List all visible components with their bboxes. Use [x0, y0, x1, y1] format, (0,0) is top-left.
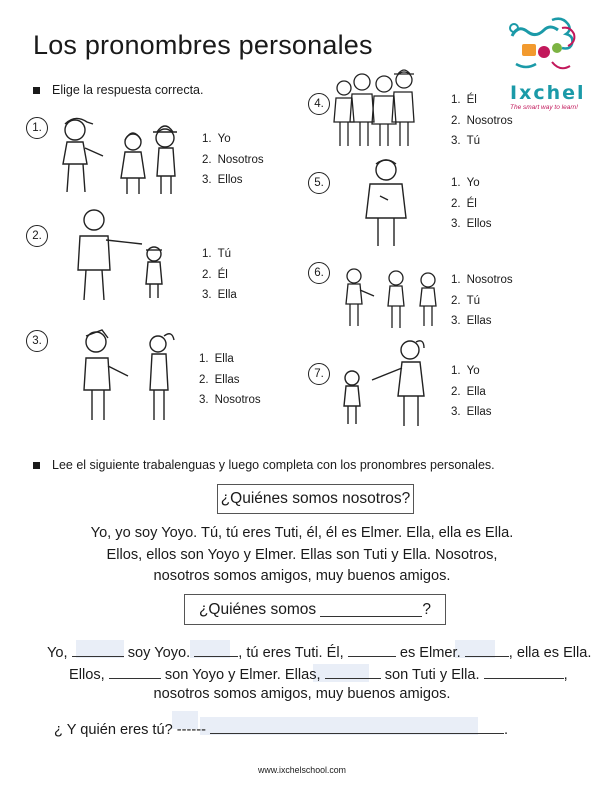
- option-2[interactable]: 2. Él: [202, 268, 228, 281]
- illustration-boy-pointing-at-couple: [55, 112, 195, 202]
- option-2[interactable]: 2. Tú: [451, 294, 481, 307]
- question-number-3: 3.: [26, 330, 48, 352]
- question-line: ¿ Y quién eres tú? ------ .: [54, 722, 509, 738]
- heading-box-1: ¿Quiénes somos nosotros?: [217, 484, 414, 514]
- illustration-man-pointing-at-boy: [72, 206, 182, 306]
- options-q3: [199, 349, 261, 411]
- option-3[interactable]: 3. Ellas: [451, 315, 492, 327]
- question-number-7: 7.: [308, 363, 330, 385]
- option-3[interactable]: 3. Tú: [451, 135, 481, 147]
- instruction-choose: [33, 83, 203, 97]
- question-number-5: 5.: [308, 172, 330, 194]
- blank-quien-eres[interactable]: [210, 720, 504, 734]
- paragraph-line: Yo, yo soy Yoyo. Tú, tú eres Tuti, él, él es Elmer. Ella, ella es Ella.: [90, 525, 514, 541]
- box2-end: ?: [422, 600, 432, 618]
- option-3[interactable]: 3. Nosotros: [199, 394, 261, 406]
- blank-ellos[interactable]: [109, 665, 161, 679]
- options-q6: [451, 270, 513, 332]
- question-number-1: 1.: [26, 117, 48, 139]
- option-3[interactable]: 3. Ella: [202, 289, 237, 301]
- blank-yo[interactable]: [72, 643, 124, 657]
- blank-ella[interactable]: [465, 643, 509, 657]
- instruction-text: Elige la respuesta correcta.: [52, 83, 204, 97]
- option-2[interactable]: 2. Nosotros: [451, 114, 513, 127]
- instruction-text: Lee el siguiente trabalenguas y luego completa con los pronombres personales.: [52, 458, 495, 472]
- paragraph-line: nosotros somos amigos, muy buenos amigos.: [153, 568, 451, 584]
- illustration-boy-pointing-at-girl: [80, 326, 180, 426]
- tongue-twister-paragraph: [30, 523, 574, 588]
- illustration-boy-pointing-at-self: [360, 156, 416, 250]
- option-1[interactable]: 1. Yo: [451, 365, 480, 377]
- option-2[interactable]: 2. Ella: [451, 385, 486, 398]
- box2-blank[interactable]: [320, 602, 422, 617]
- paragraph-line: Ellos, ellos son Yoyo y Elmer. Ellas son Tuti y Ella. Nosotros,: [106, 546, 498, 563]
- fill-line-3: nosotros somos amigos, muy buenos amigos.: [153, 686, 451, 702]
- logo-wordmark: Ixchel: [510, 82, 586, 104]
- blank-el[interactable]: [348, 643, 396, 657]
- option-2[interactable]: 2. Nosotros: [202, 153, 264, 166]
- option-2[interactable]: 2. Ellas: [199, 373, 240, 386]
- logo-tagline: The smart way to learn!: [510, 104, 578, 111]
- fill-line-1: Yo, soy Yoyo. , tú eres Tuti. Él, es Elmer. , ella es Ella.: [47, 645, 592, 661]
- question-number-6: 6.: [308, 262, 330, 284]
- instruction-read: [33, 458, 495, 472]
- option-1[interactable]: 1. Nosotros: [451, 274, 513, 286]
- box2-text: ¿Quiénes somos: [198, 600, 317, 618]
- options-q7: [451, 361, 492, 423]
- option-3[interactable]: 3. Ellos: [451, 218, 492, 230]
- option-3[interactable]: 3. Ellas: [451, 406, 492, 418]
- options-q5: [451, 173, 492, 235]
- square-bullet-icon: [33, 87, 40, 94]
- option-1[interactable]: 1. Ella: [199, 353, 234, 365]
- blank-ellas[interactable]: [325, 665, 381, 679]
- options-q4: [451, 90, 513, 152]
- illustration-boy-pointing-at-girls: [340, 264, 444, 332]
- option-1[interactable]: 1. Yo: [202, 133, 231, 145]
- illustration-girl-pointing-at-child: [336, 336, 432, 432]
- square-bullet-icon: [33, 462, 40, 469]
- option-2[interactable]: 2. Él: [451, 197, 477, 210]
- page-title: Los pronombres personales: [33, 30, 373, 60]
- blank-nosotros[interactable]: [484, 665, 564, 679]
- options-q1: [202, 129, 264, 191]
- illustration-group-of-friends: [332, 68, 418, 150]
- question-number-2: 2.: [26, 225, 48, 247]
- option-1[interactable]: 1. Tú: [202, 248, 232, 260]
- fill-line-2: Ellos, son Yoyo y Elmer. Ellas, son Tuti y Ella. ,: [69, 667, 568, 683]
- option-3[interactable]: 3. Ellos: [202, 174, 243, 186]
- option-1[interactable]: 1. Él: [451, 94, 477, 106]
- footer-url[interactable]: www.ixchelschool.com: [258, 765, 346, 775]
- question-number-4: 4.: [308, 93, 330, 115]
- blank-tu[interactable]: [194, 643, 238, 657]
- heading-box-2: [184, 594, 446, 625]
- options-q2: [202, 244, 237, 306]
- option-1[interactable]: 1. Yo: [451, 177, 480, 189]
